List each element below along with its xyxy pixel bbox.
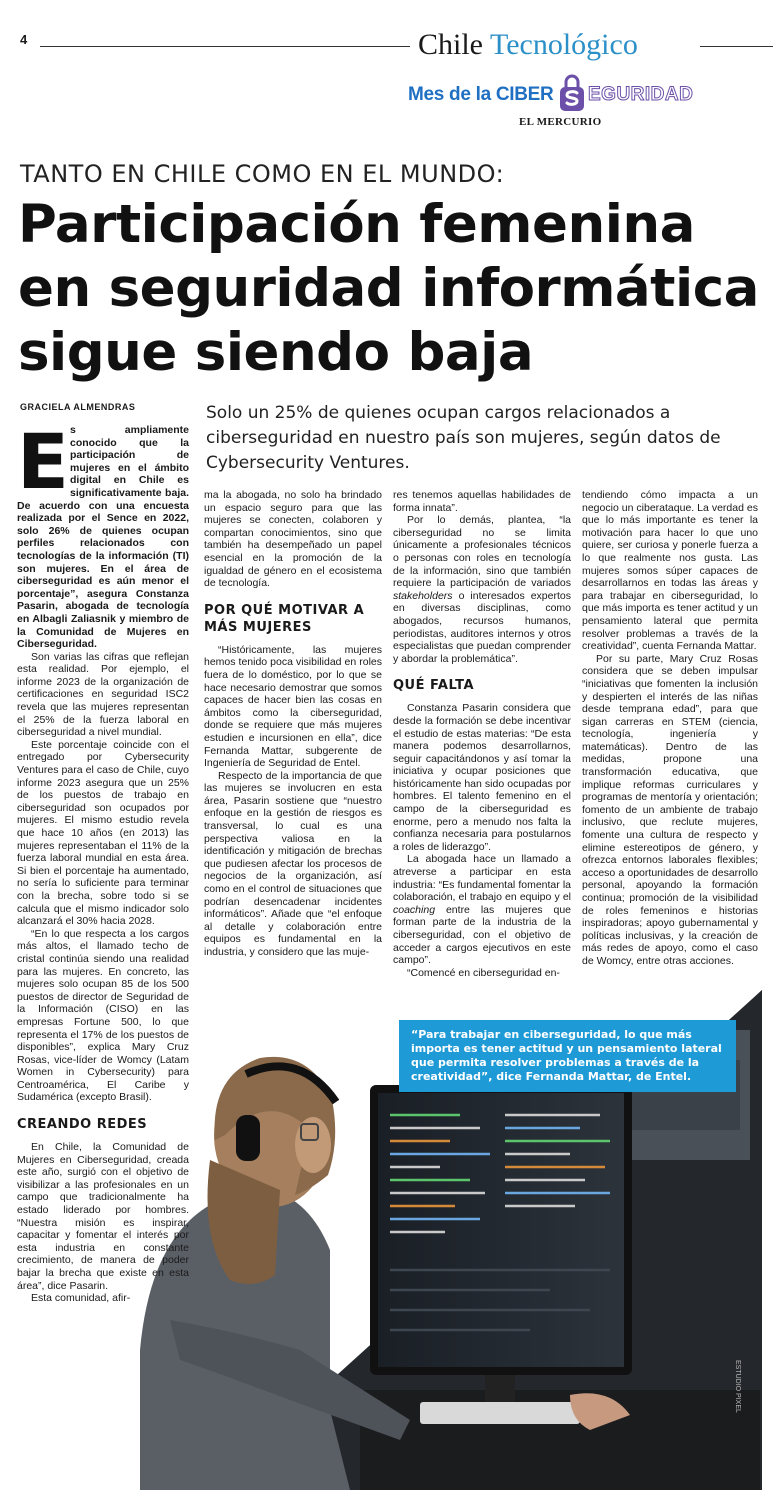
padlock-s-icon <box>558 73 586 113</box>
section-title-part1: Chile <box>418 28 483 61</box>
emphasis-text: coaching <box>393 903 436 916</box>
header-rule-left <box>40 46 410 47</box>
body-paragraph: “En lo que respecta a los cargos más altos, el llamado techo de cristal continúa siendo una realidad para las mujeres. En concreto, las mujeres solo ocupan 85 de los 500 puestos de director de Seguridad de la Información (CISO) en las empresas Fortune 500, lo que representa el 17% de los puestos de disponibles”, explica Mary Cruz Rosas, vice-líder de Womcy (Latam Women in Cybersecurity) para Centroamérica, El Caribe y Sudamérica (excepto Brasil). <box>17 927 189 1104</box>
kicker: TANTO EN CHILE COMO EN EL MUNDO: <box>20 160 505 188</box>
header-rule-right <box>700 46 773 47</box>
body-paragraph: res tenemos aquellas habilidades de forma innata”. <box>393 489 571 514</box>
deck: Solo un 25% de quienes ocupan cargos relacionados a ciberseguridad en nuestro país son mujeres, según datos de Cybersecurity Ventures. <box>206 403 721 473</box>
text-run: o interesados expertos en diversas disciplinas, como abogados, recursos humanos, periodistas, auditores internos y otros especialistas que puedan comprender y abordar la problemática”. <box>393 589 571 665</box>
lead-paragraph: s ampliamente conocido que la participación de mujeres en el ámbito digital en Chile es significativamente baja. De acuerdo con una encuesta realizada por el Sence en 2022, solo 26% de quienes ocupan perfiles relacionados con tecnologías de la información (TI) son mujeres. En el área de ciberseguridad es aún menor el porcentaje”, asegura Constanza Pasarin, abogada de tecnología en Albagli Zaliasnik y miembro de la Comunidad de Mujeres en Ciberseguridad. <box>17 424 189 651</box>
body-paragraph: Esta comunidad, afir- <box>31 1292 131 1305</box>
body-paragraph <box>393 853 571 966</box>
article-column-3 <box>393 489 571 979</box>
page-number: 4 <box>20 32 28 47</box>
body-paragraph: Son varias las cifras que reflejan esta realidad. Por ejemplo, el informe 2023 de la organización de certificaciones en seguridad ISC2 revela que las mujeres representan el 25% de la fuerza laboral en ciberseguridad a nivel mundial. <box>17 650 189 739</box>
text-run: Por lo demás, plantea, “la ciberseguridad no se limita únicamente a profesionales técnicos o personas con roles en tecnología de la información, sino que también requiere la participación de variados <box>393 514 571 590</box>
headline: Participación femenina en seguridad informática sigue siendo baja <box>18 194 759 383</box>
body-paragraph: Este porcentaje coincide con el entregado por Cybersecurity Ventures para el caso de Chile, cuyo informe 2023 asegura que un 25% de los puestos de trabajo en ciberseguridad son ocupados por mujeres. El mismo estudio revela que hace 10 años (en 2013) las mujeres representaban el 11% de la fuerza laboral mundial en esta área. Si bien el porcentaje ha aumentado, no sería lo suficiente para terminar con la brecha, sobre todo si se calcula que el mismo indicador solo alcanzará el 30% hacia 2028. <box>17 738 189 928</box>
subhead-creando-redes: CREANDO REDES <box>17 1117 148 1133</box>
drop-cap: E <box>17 417 69 506</box>
byline: GRACIELA ALMENDRAS <box>20 402 136 412</box>
pull-quote: “Para trabajar en ciberseguridad, lo que más importa es tener actitud y un pensamiento lateral que permita resolver problemas a través de la creatividad”, dice Fernanda Mattar, de Entel. <box>399 1020 736 1092</box>
body-paragraph: Respecto de la importancia de que las mujeres se involucren en esta área, Pasarin sostiene que “nuestro enfoque en la gestión de riesgos es transversal, lo cual es una perspectiva valiosa en la identificación y mitigación de brechas que pudiesen afectar los procesos de negocios de la organización, así como en el control de situaciones que podrían desencadenar incidentes informáticos”. Añade que “el enfoque al detalle y colaboración entre equipos es fundamental en la industria, y considero que las muje- <box>204 769 382 958</box>
publisher-logo: EL MERCURIO <box>519 116 602 128</box>
campaign-text-post: EGURIDAD <box>588 84 694 105</box>
subhead-por-que-motivar: POR QUÉ MOTIVAR A MÁS MUJERES <box>204 602 365 635</box>
subhead-que-falta: QUÉ FALTA <box>393 678 475 694</box>
section-title <box>418 28 638 62</box>
text-run: entre las mujeres que forman parte de la industria de la ciberseguridad, con el objetivo de acceder a cargos ejecutivos en este campo”. <box>393 903 571 967</box>
article-column-4 <box>582 489 758 968</box>
photo-credit: ESTUDIO PIXEL <box>734 1360 741 1413</box>
body-paragraph: Por su parte, Mary Cruz Rosas considera que se deben impulsar “iniciativas que fomenten la inclusión y despierten el interés de las niñas desde temprana edad”, para que sigan carreras en STEM (ciencia, tecnología, ingeniería y matemáticas). Dentro de las medidas, propone una transformación educativa, que implique reformas curriculares y programas de mentoría y orientación; fomento de un ambiente de trabajo inclusivo, que reclute mujeres, fomente una cultura de respecto y elimine estereotipos de género, y ofrezca entornos laborales flexibles; acceso a oportunidades de desarrollo personal, apoyando la formación continua; promoción de la visibilidad de roles femeninos e historias inspiradoras; apoyo gubernamental y políticas inclusivas, y la creación de más redes de apoyo, como el caso de Womcy, entre otras acciones. <box>582 652 758 967</box>
body-paragraph: “Comencé en ciberseguridad en- <box>407 966 560 979</box>
body-paragraph <box>393 514 571 665</box>
section-title-part2: Tecnológico <box>489 28 638 61</box>
body-paragraph: ma la abogada, no solo ha brindado un espacio seguro para que las mujeres se conecten, colaboren y compartan conocimientos, sino que también ha desempeñado un papel esencial en la promoción de la igualdad de género en el ecosistema de tecnología. <box>204 489 382 590</box>
campaign-text-pre: Mes de la CIBER <box>408 84 554 105</box>
emphasis-text: stakeholders <box>393 589 453 602</box>
body-paragraph: “Históricamente, las mujeres hemos tenido poca visibilidad en roles fuera de lo doméstico, por lo que se hace necesario demostrar que somos capaces de hacer bien las cosas en ámbitos como la ciberseguridad, donde se requiere que más mujeres estudien e incursionen en ella”, dice Fernanda Mattar, subgerente de Ingeniería de Seguridad de Entel. <box>204 643 382 770</box>
body-paragraph: En Chile, la Comunidad de Mujeres en Ciberseguridad, creada este año, surgió con el objetivo de visibilizar a las profesionales en un campo que tradicionalmente ha estado liderado por hombres. “Nuestra misión es inspirar, capacitar y fomentar el interés por esta industria en constante crecimiento, de manera de poder bajar la brecha que existe en esta área”, dice Pasarin. <box>17 1141 189 1292</box>
article-column-1 <box>17 417 189 1305</box>
text-run: La abogada hace un llamado a atreverse a participar en esta industria: “Es fundamental fomentar la colaboración, el trabajo en equipo y el <box>393 853 571 904</box>
body-paragraph: tendiendo cómo impacta a un negocio un ciberataque. La verdad es que lo más importante es tener la motivación para hacer lo que uno quiere, ser curiosa y ponerle fuerza a lo que realmente nos gusta. Las mujeres somos súper capaces de desarrollarnos en todas las áreas y para trabajar en ciberseguridad, lo que más importa es tener actitud y un pensamiento lateral que permita resolver problemas a través de la creatividad”, cuenta Fernanda Mattar. <box>582 489 758 653</box>
body-paragraph: Constanza Pasarin considera que desde la formación se debe incentivar el estudio de estas materias: “De esta manera podemos desarrollarnos, seguir capacitándonos y así tomar la iniciativa y ocupar posiciones que históricamente han sido ocupadas por hombres. El talento femenino en el campo de la ciberseguridad es enorme, pero a menudo nos falta la confianza necesaria para postularnos a roles de liderazgo”. <box>393 702 571 853</box>
article-column-2 <box>204 489 382 959</box>
campaign-logo <box>408 76 713 114</box>
